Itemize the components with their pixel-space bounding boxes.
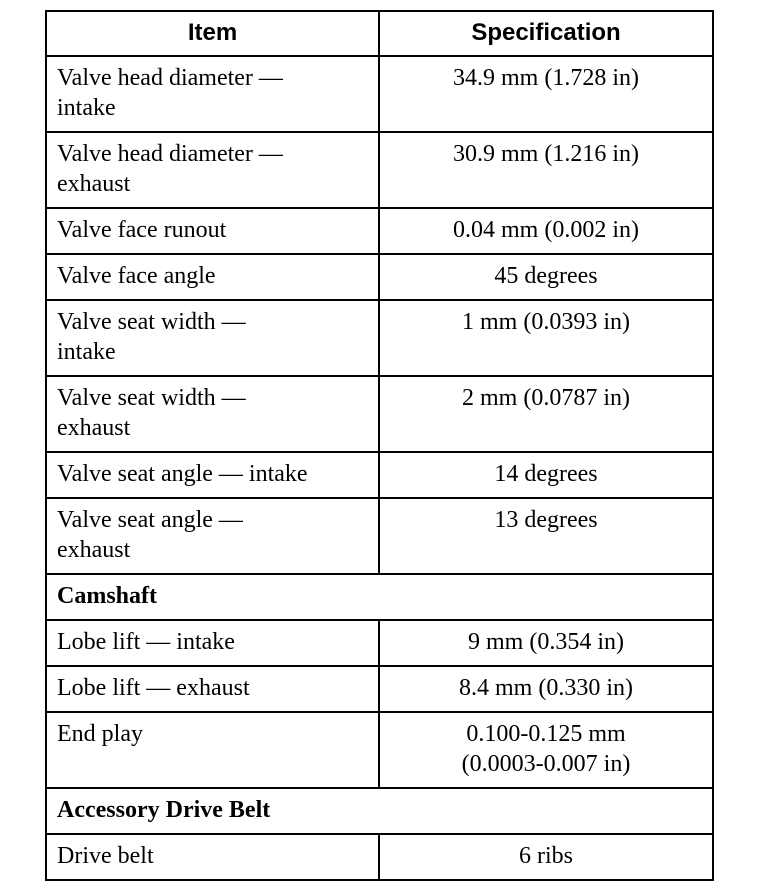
item-text: End play (57, 721, 143, 747)
item-text: Valve seat angle — (57, 507, 243, 533)
spec-cell (379, 132, 713, 208)
item-cell (46, 620, 379, 666)
item-cell (46, 452, 379, 498)
item-cell (46, 834, 379, 880)
item-cell (46, 666, 379, 712)
spec-text: 9 mm (0.354 in) (468, 629, 624, 655)
table-row (46, 300, 713, 376)
specification-table (45, 10, 714, 881)
spec-cell (379, 452, 713, 498)
spec-cell (379, 376, 713, 452)
table-row (46, 666, 713, 712)
column-header-item: Item (46, 11, 379, 56)
table-row (46, 254, 713, 300)
item-cell (46, 132, 379, 208)
item-text: exhaust (57, 415, 131, 441)
item-cell (46, 254, 379, 300)
item-cell (46, 498, 379, 574)
spec-text: 2 mm (0.0787 in) (462, 385, 630, 411)
section-heading: Accessory Drive Belt (46, 788, 713, 834)
spec-cell (379, 834, 713, 880)
spec-cell (379, 254, 713, 300)
column-header-specification: Specification (379, 11, 713, 56)
table-row (46, 498, 713, 574)
item-text: Valve seat width — (57, 309, 246, 335)
item-text: Valve face runout (57, 217, 227, 243)
spec-text: 6 ribs (519, 843, 573, 869)
section-row-accessory-drive-belt (46, 788, 713, 834)
table-row (46, 834, 713, 880)
section-row-camshaft (46, 574, 713, 620)
spec-text: 0.100-0.125 mm (466, 721, 626, 747)
spec-text: 0.04 mm (0.002 in) (453, 217, 639, 243)
item-text: intake (57, 95, 116, 121)
item-text: Valve seat width — (57, 385, 246, 411)
item-text: Valve head diameter — (57, 141, 283, 167)
item-cell (46, 712, 379, 788)
section-heading: Camshaft (46, 574, 713, 620)
spec-cell (379, 56, 713, 132)
spec-cell (379, 620, 713, 666)
table-row (46, 208, 713, 254)
spec-text: 14 degrees (494, 461, 598, 487)
spec-cell (379, 712, 713, 788)
spec-text: (0.0003-0.007 in) (461, 751, 631, 777)
item-text: exhaust (57, 171, 131, 197)
item-text: Valve head diameter — (57, 65, 283, 91)
table-row (46, 712, 713, 788)
item-cell (46, 208, 379, 254)
spec-text: 8.4 mm (0.330 in) (459, 675, 633, 701)
spec-text: 45 degrees (494, 263, 598, 289)
spec-cell (379, 208, 713, 254)
item-cell (46, 376, 379, 452)
item-text: Lobe lift — exhaust (57, 675, 250, 701)
item-text: Valve face angle (57, 263, 216, 289)
spec-cell (379, 498, 713, 574)
item-cell (46, 300, 379, 376)
table-header-row (46, 11, 713, 56)
item-text: exhaust (57, 537, 131, 563)
table-row (46, 132, 713, 208)
spec-text: 30.9 mm (1.216 in) (453, 141, 639, 167)
spec-cell (379, 300, 713, 376)
item-text: Valve seat angle — intake (57, 461, 308, 487)
spec-text: 13 degrees (494, 507, 598, 533)
spec-text: 1 mm (0.0393 in) (462, 309, 630, 335)
table-row (46, 376, 713, 452)
table-row (46, 452, 713, 498)
spec-text: 34.9 mm (1.728 in) (453, 65, 639, 91)
item-cell (46, 56, 379, 132)
item-text: intake (57, 339, 116, 365)
spec-cell (379, 666, 713, 712)
item-text: Drive belt (57, 843, 154, 869)
table-row (46, 56, 713, 132)
table-row (46, 620, 713, 666)
item-text: Lobe lift — intake (57, 629, 235, 655)
